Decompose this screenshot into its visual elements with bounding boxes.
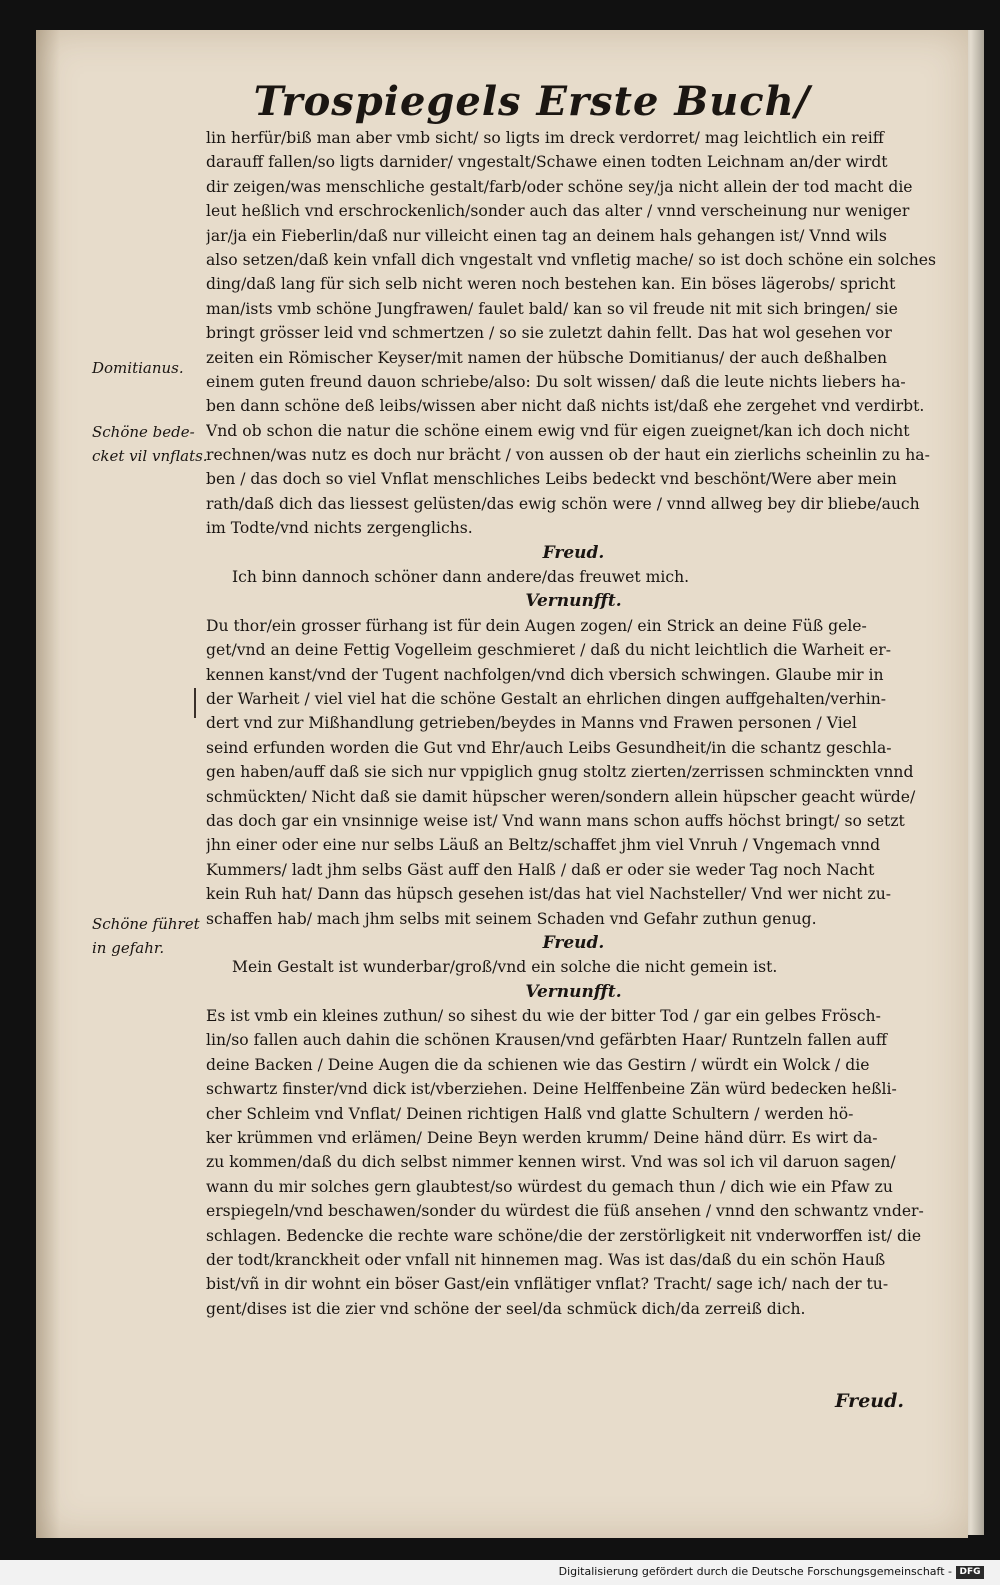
speaker-vernunfft-2: Vernunfft.	[525, 981, 622, 1002]
text-line: ding/daß lang für sich selb nicht weren noch bestehen kan. Ein böses lägerobs/ spricht	[206, 275, 896, 294]
text-line: dir zeigen/was menschliche gestalt/farb/oder schöne sey/ja nicht allein der tod macht die	[206, 177, 913, 196]
text-line: erspiegeln/vnd beschawen/sonder du würdest die füß ansehen / vnnd den schwantz vnder-	[206, 1202, 924, 1221]
text-line: man/ists vmb schöne Jungfrawen/ faulet bald/ kan so vil freude nit mit sich bringen/ sie	[206, 299, 898, 318]
text-line: wann du mir solches gern glaubtest/so würdest du gemach thun / dich wie ein Pfaw zu	[206, 1177, 893, 1196]
text-line: gent/dises ist die zier vnd schöne der seel/da schmück dich/da zerreiß dich.	[206, 1299, 806, 1318]
margin-note-domitianus: Domitianus.	[92, 359, 184, 377]
text-line: Kummers/ ladt jhm selbs Gäst auff den Halß / daß er oder sie weder Tag noch Nacht	[206, 860, 875, 879]
text-line: deine Backen / Deine Augen die da schienen wie das Gestirn / würdt ein Wolck / die	[206, 1055, 870, 1074]
margin-note-schoene-1: Schöne bede-	[92, 423, 195, 441]
text-line: schmückten/ Nicht daß sie damit hüpscher weren/sondern allein hüpscher geacht würde/	[206, 787, 916, 806]
text-line: bist/vñ in dir wohnt ein böser Gast/ein vnflätiger vnflat? Tracht/ sage ich/ nach der tu-	[206, 1275, 889, 1294]
text-body	[206, 126, 941, 1321]
running-head: Trospiegels Erste Buch/	[253, 78, 811, 125]
text-line: kennen kanst/vnd der Tugent nachfolgen/vnd dich vbersich schwingen. Glaube mir in	[206, 665, 884, 684]
text-line: ker krümmen vnd erlämen/ Deine Beyn werden krumm/ Deine händ dürr. Es wirt da-	[206, 1129, 878, 1148]
text-line: cher Schleim vnd Vnflat/ Deinen richtigen Halß vnd glatte Schultern / werden hö-	[206, 1104, 854, 1123]
text-line: darauff fallen/so ligts darnider/ vngestalt/Schawe einen todten Leichnam an/der wirdt	[206, 153, 888, 172]
speaker-vernunfft-1: Vernunfft.	[525, 591, 622, 612]
text-line: leut heßlich vnd erschrockenlich/sonder auch das alter / vnnd verscheinung nur weniger	[206, 202, 910, 221]
paragraph-block-1	[206, 126, 941, 541]
dfg-logo: DFG	[956, 1566, 984, 1579]
text-line: gen haben/auff daß sie sich nur vppiglich gnug stoltz zierten/zerrissen schminckten vnnd	[206, 763, 914, 782]
text-line: rath/daß dich das liessest gelüsten/das ewig schön were / vnnd allweg bey dir bliebe/auch	[206, 494, 920, 513]
margin-note-gefahr-1: Schöne führet	[92, 915, 200, 933]
margin-mark	[194, 688, 196, 718]
text-line: also setzen/daß kein vnfall dich vngestalt vnd vnfletig mache/ so ist doch schöne ein solches	[206, 250, 937, 269]
text-line: zeiten ein Römischer Keyser/mit namen der hübsche Domitianus/ der auch deßhalben	[206, 348, 888, 367]
text-line: im Todte/vnd nichts zergenglichs.	[206, 519, 473, 538]
text-line: schaffen hab/ mach jhm selbs mit seinem Schaden vnd Gefahr zuthun genug.	[206, 909, 817, 928]
speaker-freud-1: Freud.	[542, 542, 605, 563]
text-line: Vnd ob schon die natur die schöne einem ewig vnd für eigen zueignet/kan ich doch nicht	[206, 421, 910, 440]
text-line: ben / das doch so viel Vnflat menschliches Leibs bedeckt vnd beschönt/Were aber mein	[206, 470, 897, 489]
text-line: seind erfunden worden die Gut vnd Ehr/auch Leibs Gesundheit/in die schantz geschla-	[206, 738, 892, 757]
text-line: jar/ja ein Fieberlin/daß nur villeicht einen tag an deinem hals gehangen ist/ Vnnd wils	[206, 226, 887, 245]
text-line: bringt grösser leid vnd schmertzen / so sie zuletzt dahin fellt. Das hat wol gesehen vor	[206, 324, 892, 343]
speaker-freud-2: Freud.	[542, 932, 605, 953]
paragraph-block-2	[206, 614, 941, 931]
text-line: Es ist vmb ein kleines zuthun/ so sihest du wie der bitter Tod / gar ein gelbes Frösch-	[206, 1007, 881, 1026]
text-line: ben dann schöne deß leibs/wissen aber nicht daß nichts ist/daß ehe zergehet vnd verdirbt.	[206, 397, 925, 416]
book-page	[36, 30, 968, 1538]
margin-note-gefahr-2: in gefahr.	[92, 939, 165, 957]
digitization-footer	[0, 1560, 1000, 1585]
text-line: der Warheit / viel viel hat die schöne Gestalt an ehrlichen dingen auffgehalten/verhin-	[206, 689, 887, 708]
text-line: schlagen. Bedencke die rechte ware schöne/die der zerstörligkeit nit vnderworffen ist/ die	[206, 1226, 922, 1245]
paragraph-block-3	[206, 1004, 941, 1321]
text-line: jhn einer oder eine nur selbs Läuß an Beltz/schaffet jhm viel Vnruh / Vngemach vnnd	[206, 836, 881, 855]
text-line: get/vnd an deine Fettig Vogelleim geschmieret / daß du nicht leichtlich die Warheit er-	[206, 641, 891, 660]
text-line: lin/so fallen auch dahin die schönen Krausen/vnd gefärbten Haar/ Runtzeln fallen auff	[206, 1031, 887, 1050]
text-line: zu kommen/daß du dich selbst nimmer kennen wirst. Vnd was sol ich vil daruon sagen/	[206, 1153, 896, 1172]
text-line: das doch gar ein vnsinnige weise ist/ Vnd wann mans schon auffs höchst bringt/ so setzt	[206, 811, 905, 830]
margin-note-schoene-2: cket vil vnflats.	[92, 447, 208, 465]
gutter-shadow	[36, 30, 60, 1538]
text-line: Du thor/ein grosser fürhang ist für dein Augen zogen/ ein Strick an deine Füß gele-	[206, 616, 867, 635]
freud-line-1: Ich binn dannoch schöner dann andere/das freuwet mich.	[232, 568, 690, 587]
text-line: dert vnd zur Mißhandlung getrieben/beydes in Manns vnd Frawen personen / Viel	[206, 714, 857, 733]
text-line: der todt/kranckheit oder vnfall nit hinnemen mag. Was ist das/daß du ein schön Hauß	[206, 1250, 886, 1269]
catchword: Freud.	[835, 1390, 904, 1412]
text-line: rechnen/was nutz es doch nur brächt / von aussen ob der haut ein zierlichs scheinlin zu ha-	[206, 446, 930, 465]
text-line: lin herfür/biß man aber vmb sicht/ so ligts im dreck verdorret/ mag leichtlich ein reiff	[206, 129, 884, 147]
text-line: einem guten freund dauon schriebe/also: Du solt wissen/ daß die leute nichts liebers ha-	[206, 372, 906, 391]
text-line: kein Ruh hat/ Dann das hüpsch gesehen ist/das hat viel Nachsteller/ Vnd wer nicht zu-	[206, 885, 892, 904]
footer-credit: Digitalisierung gefördert durch die Deutsche Forschungsgemeinschaft -	[558, 1565, 952, 1578]
text-line: schwartz finster/vnd dick ist/vberziehen. Deine Helffenbeine Zän würd bedecken heßli-	[206, 1080, 897, 1099]
freud-line-2: Mein Gestalt ist wunderbar/groß/vnd ein solche die nicht gemein ist.	[232, 958, 778, 977]
